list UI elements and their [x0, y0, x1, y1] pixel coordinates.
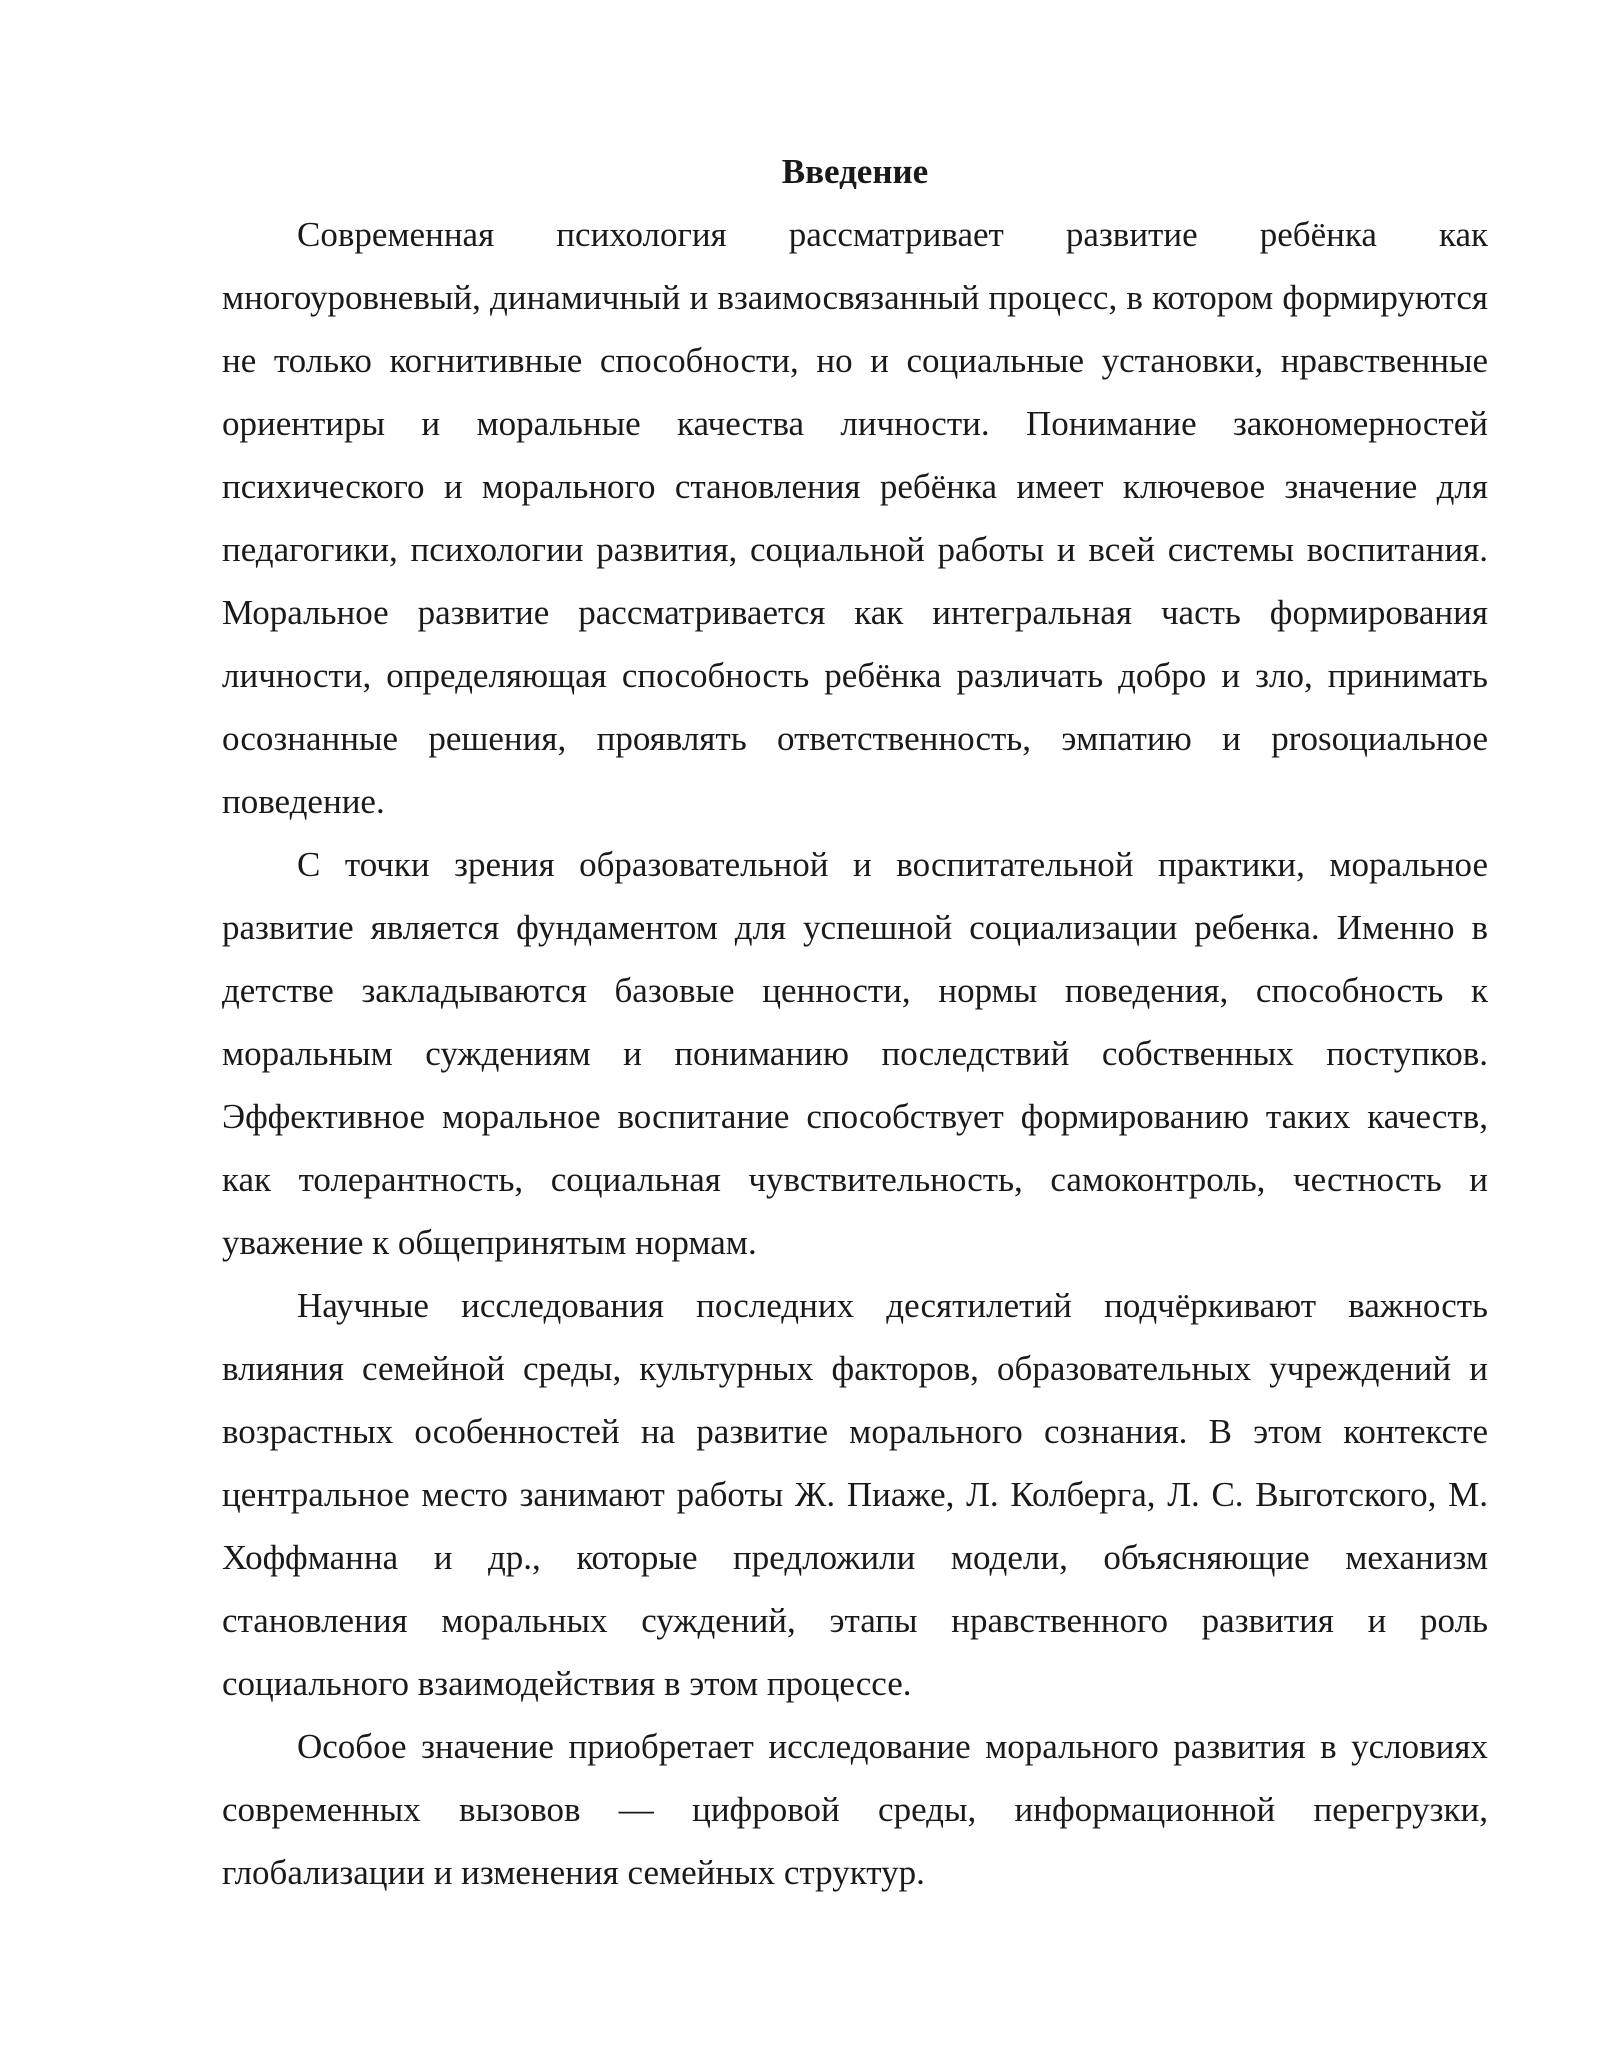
paragraph-2: С точки зрения образовательной и воспитательной практики, моральное развитие является фундаментом для успешной социализации ребенка. Именно в детстве закладываются базовые ценности, нормы поведения, способность к моральным суждениям и пониманию последствий собственных поступков. Эффективное моральное воспитание способствует формированию таких качеств, как толерантность, социальная чувствительность, самоконтроль, честность и уважение к общепринятым нормам.	[222, 845, 1488, 1262]
document-body	[222, 140, 1488, 1904]
document-title: Введение	[781, 152, 929, 191]
paragraph-1: Современная психология рассматривает развитие ребёнка как многоуровневый, динамичный и взаимосвязанный процесс, в котором формируются не только когнитивные способности, но и социальные установки, нравственные ориентиры и моральные качества личности. Понимание закономерностей психического и морального становления ребёнка имеет ключевое значение для педагогики, психологии развития, социальной работы и всей системы воспитания. Моральное развитие рассматривается как интегральная часть формирования личности, определяющая способность ребёнка различать добро и зло, принимать осознанные решения, проявлять ответственность, эмпатию и prosоциальное поведение.	[222, 215, 1488, 821]
paragraph-4: Особое значение приобретает исследование морального развития в условиях современных вызовов — цифровой среды, информационной перегрузки, глобализации и изменения семейных структур.	[222, 1727, 1488, 1892]
paragraph-3: Научные исследования последних десятилетий подчёркивают важность влияния семейной среды, культурных факторов, образовательных учреждений и возрастных особенностей на развитие морального сознания. В этом контексте центральное место занимают работы Ж. Пиаже, Л. Колберга, Л. С. Выготского, М. Хоффманна и др., которые предложили модели, объясняющие механизм становления моральных суждений, этапы нравственного развития и роль социального взаимодействия в этом процессе.	[222, 1286, 1488, 1703]
